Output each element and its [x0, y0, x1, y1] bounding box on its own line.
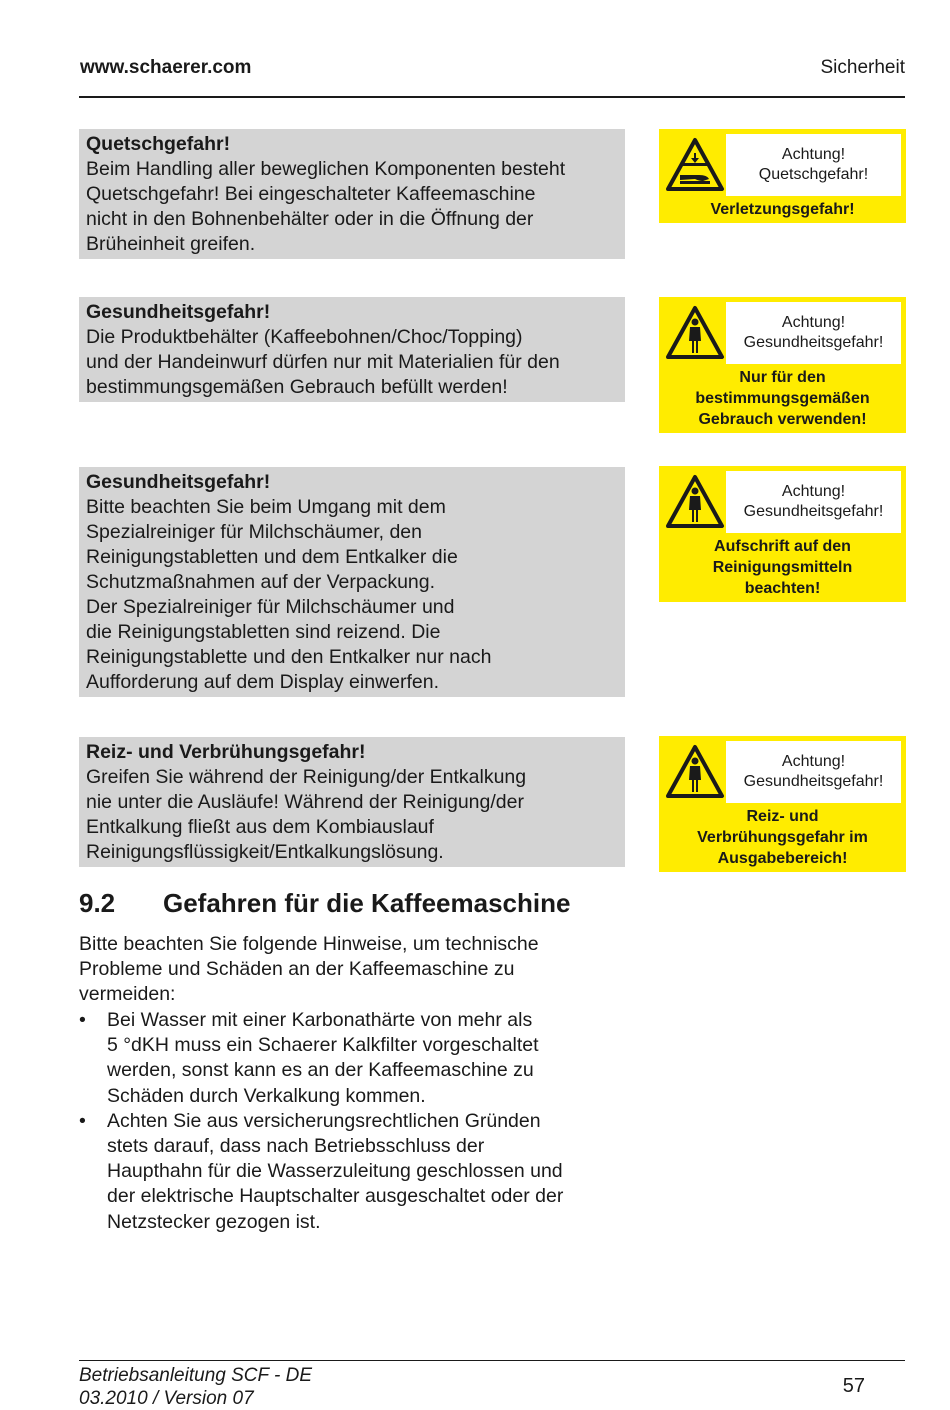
sign-header-line: Gesundheitsgefahr!: [743, 503, 884, 520]
warning-title: Gesundheitsgefahr!: [86, 471, 271, 493]
sign-bottom-line: Reiz- und: [746, 808, 819, 825]
sign-bottom-line: Aufschrift auf den: [714, 538, 851, 555]
sign-header-line: Gesundheitsgefahr!: [743, 334, 884, 351]
warning-text-line: Aufforderung auf dem Display einwerfen.: [86, 671, 440, 693]
warning-title: Reiz- und Verbrühungsgefahr!: [86, 741, 366, 763]
warning-text-line: Reinigungstabletten und dem Entkalker die: [86, 546, 458, 568]
sign-bottom-line: beachten!: [744, 580, 821, 597]
bullet-line: Schäden durch Verkalkung kommen.: [107, 1084, 426, 1107]
sign-bottom-line: Nur für den: [739, 369, 826, 386]
warning-text-line: nicht in den Bohnenbehälter oder in die Öffnung der: [86, 208, 534, 230]
warning-text-line: Die Produktbehälter (Kaffeebohnen/Choc/Topping): [86, 326, 523, 348]
sign-bottom-line: bestimmungsgemäßen: [695, 390, 870, 407]
section-heading: [79, 888, 570, 919]
sign-bottom-line: Verletzungsgefahr!: [710, 201, 855, 218]
safety-sign-health-cleaner: [659, 466, 906, 602]
sign-header-line: Achtung!: [781, 146, 846, 163]
warning-box-health-cleaner: [79, 467, 625, 697]
footer-line: Betriebsanleitung SCF - DE: [79, 1365, 313, 1386]
bullet-line: Bei Wasser mit einer Karbonathärte von mehr als: [107, 1009, 533, 1031]
bullet-line: 5 °dKH muss ein Schaerer Kalkfilter vorgeschaltet: [107, 1034, 539, 1057]
footer-divider: [79, 1360, 905, 1361]
bullet-line: der elektrische Hauptschalter ausgeschaltet oder der: [107, 1185, 564, 1208]
crush-hazard-icon: [664, 134, 726, 196]
bullet-line: Haupthahn für die Wasserzuleitung geschlossen und: [107, 1160, 563, 1183]
bullet-line: Achten Sie aus versicherungsrechtlichen Gründen: [107, 1109, 541, 1132]
intro-line: Bitte beachten Sie folgende Hinweise, um technische: [79, 933, 539, 955]
warning-text-line: Reinigungstablette und den Entkalker nur nach: [86, 646, 492, 668]
warning-text-line: Quetschgefahr! Bei eingeschalteter Kaffeemaschine: [86, 183, 536, 205]
warning-title: Gesundheitsgefahr!: [86, 301, 271, 323]
warning-text-line: und der Handeinwurf dürfen nur mit Materialien für den: [86, 351, 560, 373]
sign-header-line: Quetschgefahr!: [758, 166, 869, 183]
warning-box-crush: [79, 129, 625, 259]
safety-sign-health-materials: [659, 297, 906, 433]
bullet-item: [79, 1109, 563, 1235]
warning-text-line: Spezialreiniger für Milchschäumer, den: [86, 521, 422, 543]
warning-text-line: Bitte beachten Sie beim Umgang mit dem: [86, 496, 446, 518]
bullet-item: [79, 1008, 563, 1109]
sign-bottom-line: Ausgabebereich!: [717, 850, 848, 867]
warning-text-line: Entkalkung fließt aus dem Kombiauslauf: [86, 816, 434, 838]
warning-title: Quetschgefahr!: [86, 133, 231, 155]
sign-header-line: Achtung!: [781, 314, 846, 331]
sign-header-line: Gesundheitsgefahr!: [743, 773, 884, 790]
header-section-title: Sicherheit: [820, 57, 905, 78]
section-number: 9.2: [79, 888, 116, 918]
safety-sign-crush: [659, 129, 906, 223]
health-hazard-icon: [664, 471, 726, 533]
sign-bottom-line: Gebrauch verwenden!: [698, 411, 867, 428]
warning-text-line: die Reinigungstabletten sind reizend. Die: [86, 621, 441, 643]
health-hazard-icon: [664, 302, 726, 364]
intro-line: Probleme und Schäden an der Kaffeemaschine zu: [79, 958, 515, 981]
bullet-line: Netzstecker gezogen ist.: [107, 1210, 321, 1233]
safety-sign-scald: [659, 736, 906, 872]
bullet-list: [79, 1008, 563, 1235]
section-intro: [79, 932, 539, 1008]
page-number: 57: [842, 1375, 865, 1397]
warning-text-line: Brüheinheit greifen.: [86, 233, 256, 255]
warning-text-line: Reinigungsflüssigkeit/Entkalkungslösung.: [86, 841, 444, 863]
health-hazard-icon: [664, 741, 726, 803]
bullet-symbol: •: [79, 1009, 86, 1031]
section-title: Gefahren für die Kaffeemaschine: [163, 888, 571, 918]
warning-text-line: Greifen Sie während der Reinigung/der Entkalkung: [86, 766, 527, 788]
header-url: www.schaerer.com: [80, 57, 252, 78]
warning-text-line: Schutzmaßnahmen auf der Verpackung.: [86, 571, 436, 593]
bullet-line: stets darauf, dass nach Betriebsschluss der: [107, 1135, 485, 1158]
warning-box-health-materials: [79, 297, 625, 402]
header-divider: [79, 96, 905, 98]
sign-header-line: Achtung!: [781, 753, 846, 770]
warning-text-line: Beim Handling aller beweglichen Komponenten besteht: [86, 158, 566, 180]
sign-header-line: Achtung!: [781, 483, 846, 500]
sign-bottom-line: Verbrühungsgefahr im: [697, 829, 868, 846]
intro-line: vermeiden:: [79, 983, 176, 1006]
warning-text-line: nie unter die Ausläufe! Während der Reinigung/der: [86, 791, 524, 813]
bullet-symbol: •: [79, 1109, 86, 1132]
footer-line: 03.2010 / Version 07: [79, 1388, 254, 1409]
sign-bottom-line: Reinigungsmitteln: [712, 559, 853, 576]
warning-text-line: bestimmungsgemäßen Gebrauch befüllt werden!: [86, 376, 508, 398]
warning-text-line: Der Spezialreiniger für Milchschäumer und: [86, 596, 455, 618]
bullet-line: werden, sonst kann es an der Kaffeemaschine zu: [107, 1059, 534, 1082]
footer-document-info: [79, 1364, 312, 1410]
warning-box-scald: [79, 737, 625, 867]
